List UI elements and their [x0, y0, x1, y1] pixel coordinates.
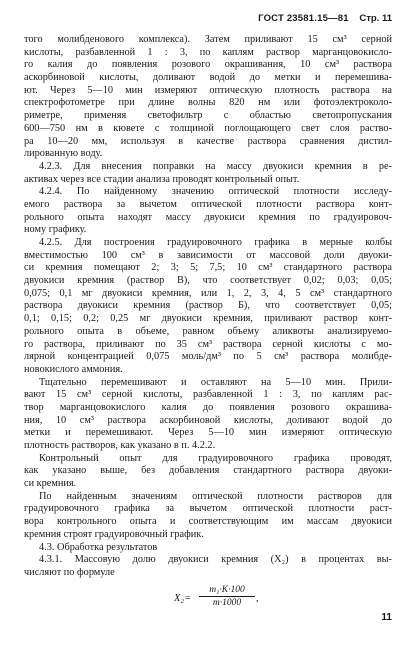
text-line: как указано выше, без добавления стандартного раствора двуоки-	[24, 465, 392, 477]
document-body	[24, 34, 392, 614]
text-line: кремния строят градуировочный график.	[24, 528, 204, 540]
formula-lhs: X₂=	[174, 592, 192, 604]
text-line: 4.2.4. По найденному значению оптической плотности исследу-	[39, 186, 392, 198]
paragraph	[24, 377, 392, 453]
paragraph	[24, 186, 392, 237]
text-line: плотность растворов, как указано в п. 4.2.2.	[24, 440, 216, 451]
text-line: 4.3.1. Массовую долю двуокиси кремния (X₂) в процентах вы-	[39, 554, 392, 566]
text-line: вора контрольного опыта и соответствующим им массам двуокиси	[24, 516, 392, 528]
text-line: аскорбиновой кислоты, доливают водой до метки и перемешива-	[24, 72, 392, 84]
page-number: 11	[381, 612, 392, 623]
page-label: Стр. 11	[359, 13, 392, 24]
text-line: вают 15 см³ серной кислоты, разбавленной 1 : 3, по каплям рас-	[24, 389, 392, 401]
text-line: лярной концентрацией 0,075 моль/дм³ по 5 см³ раствора молибде-	[24, 351, 392, 363]
formula-numerator: m₁·K·100	[199, 584, 255, 597]
paragraph	[24, 161, 392, 186]
paragraph	[24, 542, 392, 555]
text-line: числяют по формуле	[24, 566, 115, 578]
formula-fraction	[199, 584, 255, 609]
text-line: ния, 10 см³ раствора аскорбиновой кислоты, доливают водой до	[24, 414, 392, 426]
text-line: ют. Через 5—10 мин измеряют оптическую плотность раствора на	[24, 84, 392, 96]
text-line: твор марганцовокислого калия до появления розового окрашива-	[24, 401, 392, 413]
text-line: си кремния.	[24, 478, 77, 490]
paragraph	[24, 554, 392, 579]
text-line: рольного опыта находят массу двуокиси кремния по градуировоч-	[24, 211, 392, 223]
text-line: 4.3. Обработка результатов	[39, 541, 158, 553]
formula-comma: ,	[256, 592, 259, 604]
paragraph	[24, 237, 392, 377]
text-line: спектрофотометре при длине волны 820 нм или фотоэлектроколо-	[24, 97, 392, 109]
paragraph	[24, 453, 392, 491]
text-line: рольного опыта в объеме, равном объему аликвоты анализируемо-	[24, 325, 392, 337]
text-line: вместимостью 100 см³ в зависимости от массовой доли двуоки-	[24, 249, 392, 261]
text-line: двуокиси кремния (раствор В), что соответствует 0,02; 0,03; 0,05;	[24, 275, 392, 287]
text-line: градуировочного графика за вычетом оптической плотности раст-	[24, 503, 392, 515]
text-line: 4.2.3. Для внесения поправки на массу двуокиси кремния в ре-	[39, 160, 392, 172]
formula	[24, 584, 392, 614]
text-line: 0,1; 0,15; 0,2; 0,25 мг двуокиси кремния, приливают раствор конт-	[24, 313, 392, 325]
text-line: того молибденового комплекса). Затем приливают 15 см³ серной	[24, 34, 392, 45]
text-line: 4.2.5. Для построения градуировочного графика в мерные колбы	[39, 237, 392, 248]
text-line: новокислого аммония.	[24, 363, 123, 375]
text-line: го раствора, приливают по 35 см³ раствора серной кислоты с мо-	[24, 338, 392, 350]
text-line: активах через все стадии анализа проводят контрольный опыт.	[24, 173, 300, 185]
text-line: емого раствора за вычетом оптической плотности раствора конт-	[24, 198, 392, 210]
text-line: 600—750 нм в кювете с толщиной поглощающего свет слоя раство-	[24, 122, 392, 134]
paragraph	[24, 491, 392, 542]
text-line: си кремния помещают 2; 3; 5; 7,5; 10 см³ стандартного раствора	[24, 262, 392, 274]
standard-number: ГОСТ 23581.15—81	[258, 13, 349, 24]
page-header	[258, 13, 392, 24]
text-line: метки и перемешивают. Через 5—10 мин измеряют оптическую	[24, 427, 392, 439]
text-line: ному графику.	[24, 224, 87, 236]
text-line: го калия до появления розового окрашивания, 10 см³ раствора	[24, 59, 392, 71]
text-line: По найденным значениям оптической плотности растворов для	[39, 490, 392, 502]
text-line: риметре, применяя светофильтр с областью светопропускания	[24, 110, 392, 122]
paragraph	[24, 34, 392, 161]
text-line: раствора двуокиси кремния (раствор Б), что соответствует 0,05;	[24, 300, 392, 312]
formula-denominator: m·1000	[212, 597, 242, 608]
text-line: кислоты, разбавленной 1 : 3, по каплям раствор марганцовокисло-	[24, 46, 392, 58]
text-line: Тщательно перемешивают и оставляют на 5—10 мин. Прили-	[39, 376, 392, 388]
text-line: Контрольный опыт для градуировочного графика проводят,	[39, 452, 392, 464]
text-line: ра 10—20 мм, используя в качестве раствора сравнения дистил-	[24, 135, 392, 147]
text-line: 0,075; 0,1 мг двуокиси кремния, или 1, 2, 3, 4, 5 см³ стандартного	[24, 287, 392, 299]
text-line: лированную воду.	[24, 148, 103, 160]
